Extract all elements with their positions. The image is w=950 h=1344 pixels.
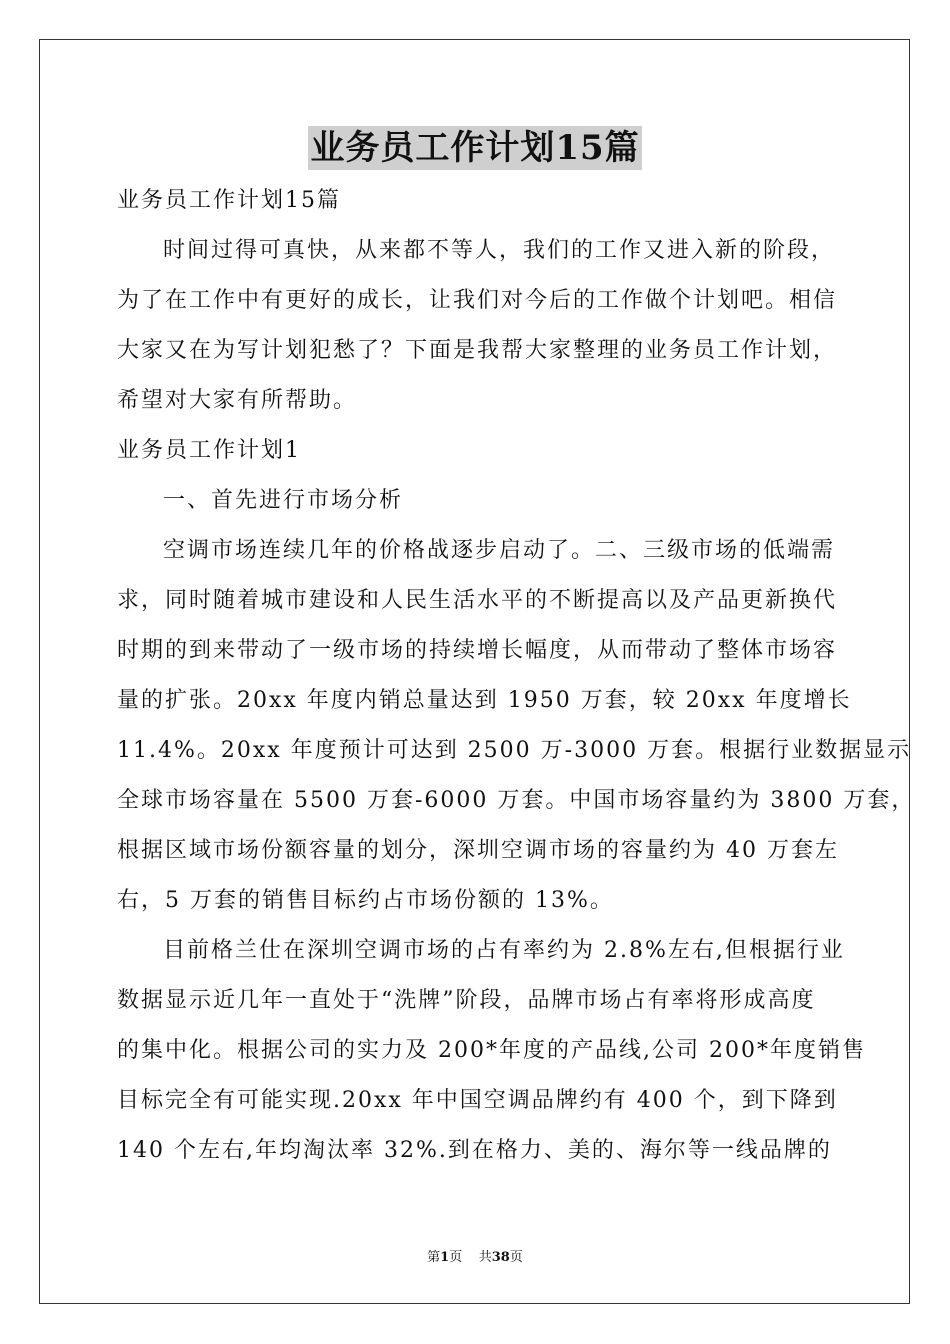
- text-line: 时期的到来带动了一级市场的持续增长幅度，从而带动了整体市场容: [117, 638, 838, 663]
- text-line: 右，5 万套的销售目标约占市场份额的 13%。: [117, 888, 614, 913]
- text-line: 根据区域市场份额容量的划分，深圳空调市场的容量约为 40 万套左: [117, 838, 839, 863]
- text-line: 业务员工作计划1: [117, 438, 301, 463]
- page-indicator: 第1页: [427, 1250, 463, 1265]
- text-line: 目标完全有可能实现.20xx 年中国空调品牌约有 400 个，到下降到: [117, 1088, 838, 1113]
- total-pages: 38: [491, 1250, 510, 1265]
- text-line: 求，同时随着城市建设和人民生活水平的不断提高以及产品更新换代: [117, 588, 838, 613]
- text-line: 大家又在为写计划犯愁了？下面是我帮大家整理的业务员工作计划，: [117, 338, 838, 363]
- text-line: 业务员工作计划15篇: [117, 188, 341, 213]
- text-line: 空调市场连续几年的价格战逐步启动了。二、三级市场的低端需: [163, 538, 836, 563]
- text-line: 一、首先进行市场分析: [163, 488, 404, 513]
- text-line: 为了在工作中有更好的成长，让我们对今后的工作做个计划吧。相信: [117, 288, 838, 313]
- text-line: 全球市场容量在 5500 万套-6000 万套。中国市场容量约为 3800 万套，: [117, 788, 916, 813]
- text-line: 时间过得可真快，从来都不等人，我们的工作又进入新的阶段，: [163, 238, 836, 263]
- text-line: 量的扩张。20xx 年度内销总量达到 1950 万套，较 20xx 年度增长: [117, 688, 852, 713]
- text-line: 希望对大家有所帮助。: [117, 388, 358, 413]
- page-number: 1: [440, 1250, 450, 1265]
- total-pages-indicator: 共38页: [478, 1250, 523, 1265]
- document-body: [117, 176, 916, 1176]
- text-line: 数据显示近几年一直处于“洗牌”阶段，品牌市场占有率将形成高度: [117, 988, 816, 1013]
- text-line: 目前格兰仕在深圳空调市场的占有率约为 2.8%左右,但根据行业: [163, 938, 845, 963]
- text-line: 140 个左右,年均淘汰率 32%.到在格力、美的、海尔等一线品牌的: [117, 1138, 832, 1163]
- text-line: 的集中化。根据公司的实力及 200*年度的产品线,公司 200*年度销售: [117, 1038, 866, 1063]
- page-footer: [0, 1249, 950, 1267]
- title-container: [0, 126, 950, 170]
- text-line: 11.4%。20xx 年度预计可达到 2500 万-3000 万套。根据行业数据显示: [117, 738, 912, 763]
- document-title: 业务员工作计划15篇: [310, 128, 640, 168]
